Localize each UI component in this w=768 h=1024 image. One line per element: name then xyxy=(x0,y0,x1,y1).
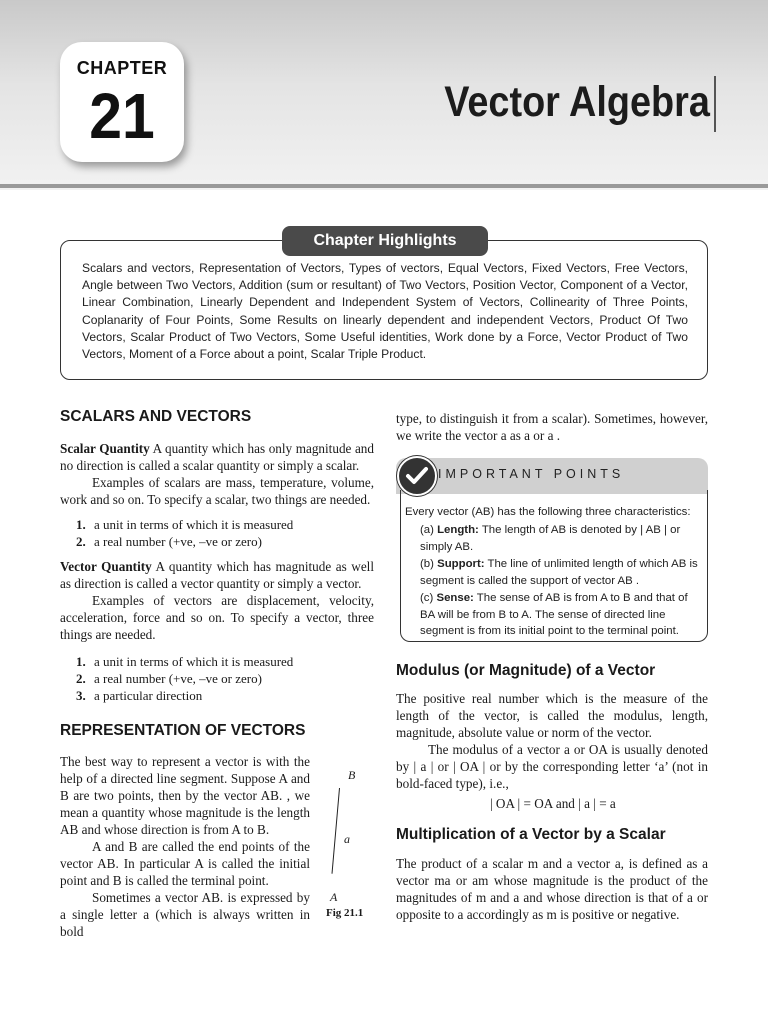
section-heading-representation: REPRESENTATION OF VECTORS xyxy=(60,722,306,739)
title-rule xyxy=(714,76,716,132)
banner-divider xyxy=(0,184,768,188)
chapter-badge xyxy=(60,42,184,162)
check-icon xyxy=(399,458,435,494)
important-points-title: IMPORTANT POINTS xyxy=(438,467,625,481)
chapter-label: CHAPTER xyxy=(76,58,168,78)
important-lead: Every vector (AB) has the following three characteristics: xyxy=(405,506,691,518)
scalar-definition: A quantity which has only magnitude and no direction is called a scalar quantity or simply a scalar. xyxy=(60,441,374,473)
figure-label-a: A xyxy=(330,890,338,904)
representation-paragraph xyxy=(60,753,310,940)
important-item-length: (a) Length: The length of AB is denoted by | AB | or simply AB. xyxy=(420,524,681,553)
figure-label-b: B xyxy=(348,768,356,782)
scalar-term: Scalar Quantity xyxy=(60,441,150,456)
scalar-paragraph xyxy=(60,440,374,508)
list-item: 2. a real number (+ve, –ve or zero) xyxy=(76,534,262,549)
vector-definition: A quantity which has magnitude as well as direction is called a vector quantity or simply a vector. xyxy=(60,559,374,591)
list-item: 1. a unit in terms of which it is measured xyxy=(76,654,294,669)
chapter-number: 21 xyxy=(89,80,155,152)
vector-paragraph xyxy=(60,558,374,643)
highlights-label: Chapter Highlights xyxy=(282,226,488,256)
modulus-equation: | OA | = OA and | a | = a xyxy=(490,796,616,811)
chapter-title: Vector Algebra xyxy=(444,78,710,126)
list-item: 1. a unit in terms of which it is measured xyxy=(76,517,294,532)
highlights-text: Scalars and vectors, Representation of Vectors, Types of vectors, Equal Vectors, Fixed Vectors, Free Vectors, Angle between Two Vectors, Addition (sum or resultant) of Two Vectors, Position Vector, Component of a Vector, Linear Combination, Linearly Dependent and Independent System of Vectors, Collinearity of Three Points, Coplanarity of Four Points, Some Results on linearly dependent and independent Vectors, Product Of Two Vectors, Scalar Product of Two Vectors, Some Useful identities, Work done by a Force, Vector Product of Two Vectors, Moment of a Force about a point, Scalar Triple Product. xyxy=(82,261,688,362)
multiplication-paragraph: The product of a scalar m and a vector a, is defined as a vector ma or am whose magnitude is the product of the magnitudes of m and a and whose direction is that of a or opposite to a accordingly as m is positive or negative. xyxy=(396,856,708,922)
modulus-text-1: The positive real number which is the measure of the length of the vector, is called the modulus, length, magnitude, absolute value or norm of the vector. xyxy=(396,691,708,740)
representation-text-3: Sometimes a vector AB. is expressed by a single letter a (which is always written in bold xyxy=(60,890,310,939)
scalar-examples: Examples of scalars are mass, temperature, volume, work and so on. To specify a scalar, two things are needed. xyxy=(60,475,374,507)
modulus-paragraph xyxy=(396,690,708,792)
section-heading-modulus: Modulus (or Magnitude) of a Vector xyxy=(396,662,656,679)
figure-label-a-small: a xyxy=(344,832,350,846)
important-item-support: (b) Support: The line of unlimited length of which AB is segment is called the support of vector AB . xyxy=(420,558,698,587)
vector-examples: Examples of vectors are displacement, velocity, acceleration, force and so on. To specify a vector, three things are needed. xyxy=(60,593,374,642)
figure-vector-line xyxy=(332,788,341,874)
important-item-sense: (c) Sense: The sense of AB is from A to B and that of BA will be from B to A. The sense of directed line segment is from its initial point to the terminal point. xyxy=(420,592,688,637)
list-item: 3. a particular direction xyxy=(76,688,203,703)
list-item: 2. a real number (+ve, –ve or zero) xyxy=(76,671,262,686)
section-heading-scalars: SCALARS AND VECTORS xyxy=(60,408,252,425)
modulus-text-2: The modulus of a vector a or OA is usually denoted by | a | or | OA | or by the corresponding letter ‘a’ (not in bold-faced type), i.e., xyxy=(396,742,708,791)
vector-term: Vector Quantity xyxy=(60,559,152,574)
intro-paragraph: type, to distinguish it from a scalar). Sometimes, however, we write the vector a as a or a . xyxy=(396,411,708,443)
section-heading-multiplication: Multiplication of a Vector by a Scalar xyxy=(396,826,666,843)
figure-caption: Fig 21.1 xyxy=(326,907,364,919)
representation-text-1: The best way to represent a vector is with the help of a directed line segment. Suppose A and B are two points, then by the vector AB. , we mean a quantity whose magnitude is the length AB and whose direction is from A to B. xyxy=(60,754,310,837)
representation-text-2: A and B are called the end points of the vector AB. In particular A is called the initial point and B is called the terminal point. xyxy=(60,839,310,888)
